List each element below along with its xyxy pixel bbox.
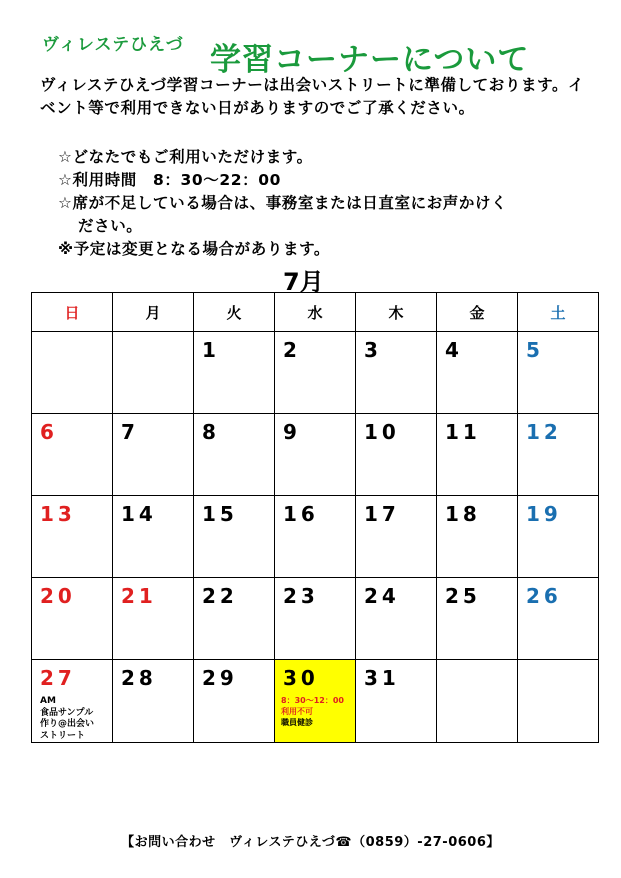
day-number — [32, 332, 112, 338]
notes-list — [58, 146, 598, 261]
event-line: ストリート — [40, 730, 86, 741]
day-cell — [518, 660, 599, 743]
event-time: 8：30～12：00 — [281, 696, 344, 705]
day-number: 4 — [445, 338, 463, 362]
day-cell — [32, 332, 113, 414]
day-cell — [194, 332, 275, 414]
day-number: 25 — [445, 584, 481, 608]
day-number: 14 — [121, 502, 157, 526]
event-status: 利用不可 — [281, 707, 313, 716]
weekday-sun: 日 — [32, 293, 113, 332]
day-cell — [518, 332, 599, 414]
day-cell — [437, 414, 518, 496]
weekday-fri: 金 — [437, 293, 518, 332]
day-cell — [518, 414, 599, 496]
day-cell — [356, 578, 437, 660]
day-number: 30 — [283, 666, 319, 690]
page-title: 学習コーナーについて — [210, 42, 530, 78]
day-cell — [113, 496, 194, 578]
day-number — [113, 332, 193, 338]
weekday-thu: 木 — [356, 293, 437, 332]
day-number: 5 — [526, 338, 544, 362]
event-note-27 — [32, 690, 112, 742]
intro-text: ヴィレステひえづ学習コーナーは出会いストリートに準備しております。イベント等で利用できない日がありますのでご了承ください。 — [40, 76, 585, 117]
note-seats: ☆席が不足している場合は、事務室または日直室にお声かけく — [58, 194, 508, 212]
day-number: 2 — [283, 338, 301, 362]
day-number: 6 — [40, 420, 58, 444]
day-number-holiday: 21 — [121, 584, 157, 608]
day-number: 31 — [364, 666, 400, 690]
weekday-tue: 火 — [194, 293, 275, 332]
day-cell — [518, 578, 599, 660]
note-schedule-change: ※予定は変更となる場合があります。 — [58, 240, 331, 258]
day-number: 18 — [445, 502, 481, 526]
day-cell — [437, 660, 518, 743]
day-cell-highlighted — [275, 660, 356, 743]
day-number: 26 — [526, 584, 562, 608]
event-line: AM — [40, 696, 56, 706]
weekday-wed: 水 — [275, 293, 356, 332]
day-cell — [194, 578, 275, 660]
event-line: 食品サンプル — [40, 707, 94, 718]
day-number: 3 — [364, 338, 382, 362]
weekday-sat: 土 — [518, 293, 599, 332]
day-number: 9 — [283, 420, 301, 444]
day-cell — [194, 496, 275, 578]
day-cell — [275, 578, 356, 660]
day-cell — [437, 496, 518, 578]
day-number: 27 — [40, 666, 76, 690]
day-cell — [194, 660, 275, 743]
day-number: 13 — [40, 502, 76, 526]
day-number: 28 — [121, 666, 157, 690]
day-number: 19 — [526, 502, 562, 526]
day-number: 1 — [202, 338, 220, 362]
week-row — [32, 332, 599, 414]
week-row — [32, 496, 599, 578]
day-cell — [194, 414, 275, 496]
event-reason: 職員健診 — [281, 718, 313, 727]
weekday-mon: 月 — [113, 293, 194, 332]
weekday-header-row — [32, 293, 599, 332]
calendar-month: 7月 — [283, 268, 324, 296]
note-hours: ☆利用時間 8：30～22：00 — [58, 171, 281, 189]
day-cell — [32, 578, 113, 660]
day-number: 22 — [202, 584, 238, 608]
day-number: 15 — [202, 502, 238, 526]
week-row — [32, 414, 599, 496]
day-cell — [437, 332, 518, 414]
note-eligibility: ☆どなたでもご利用いただけます。 — [58, 148, 313, 166]
day-cell — [275, 414, 356, 496]
day-cell — [356, 414, 437, 496]
day-cell — [275, 332, 356, 414]
day-cell — [437, 578, 518, 660]
day-cell — [356, 660, 437, 743]
week-row — [32, 660, 599, 743]
day-cell — [32, 414, 113, 496]
day-number: 17 — [364, 502, 400, 526]
day-cell — [113, 414, 194, 496]
day-number: 23 — [283, 584, 319, 608]
day-cell — [113, 578, 194, 660]
day-cell — [518, 496, 599, 578]
day-cell — [356, 332, 437, 414]
day-number: 16 — [283, 502, 319, 526]
day-number: 20 — [40, 584, 76, 608]
day-number: 29 — [202, 666, 238, 690]
day-number: 7 — [121, 420, 139, 444]
day-number: 10 — [364, 420, 400, 444]
day-number — [437, 660, 517, 666]
calendar-table — [31, 292, 599, 743]
day-number: 8 — [202, 420, 220, 444]
day-cell — [113, 660, 194, 743]
day-number: 11 — [445, 420, 481, 444]
day-cell — [356, 496, 437, 578]
brand-name: ヴィレステひえづ — [42, 35, 184, 55]
day-cell — [32, 660, 113, 743]
day-number: 12 — [526, 420, 562, 444]
day-cell — [113, 332, 194, 414]
event-line: 作り@出会い — [40, 719, 95, 729]
day-number — [518, 660, 598, 666]
day-cell — [275, 496, 356, 578]
note-seats-cont: ださい。 — [78, 217, 143, 235]
week-row — [32, 578, 599, 660]
contact-footer: 【お問い合わせ ヴィレステひえづ☎（0859）-27-0606】 — [121, 835, 500, 850]
day-cell — [32, 496, 113, 578]
day-number: 24 — [364, 584, 400, 608]
